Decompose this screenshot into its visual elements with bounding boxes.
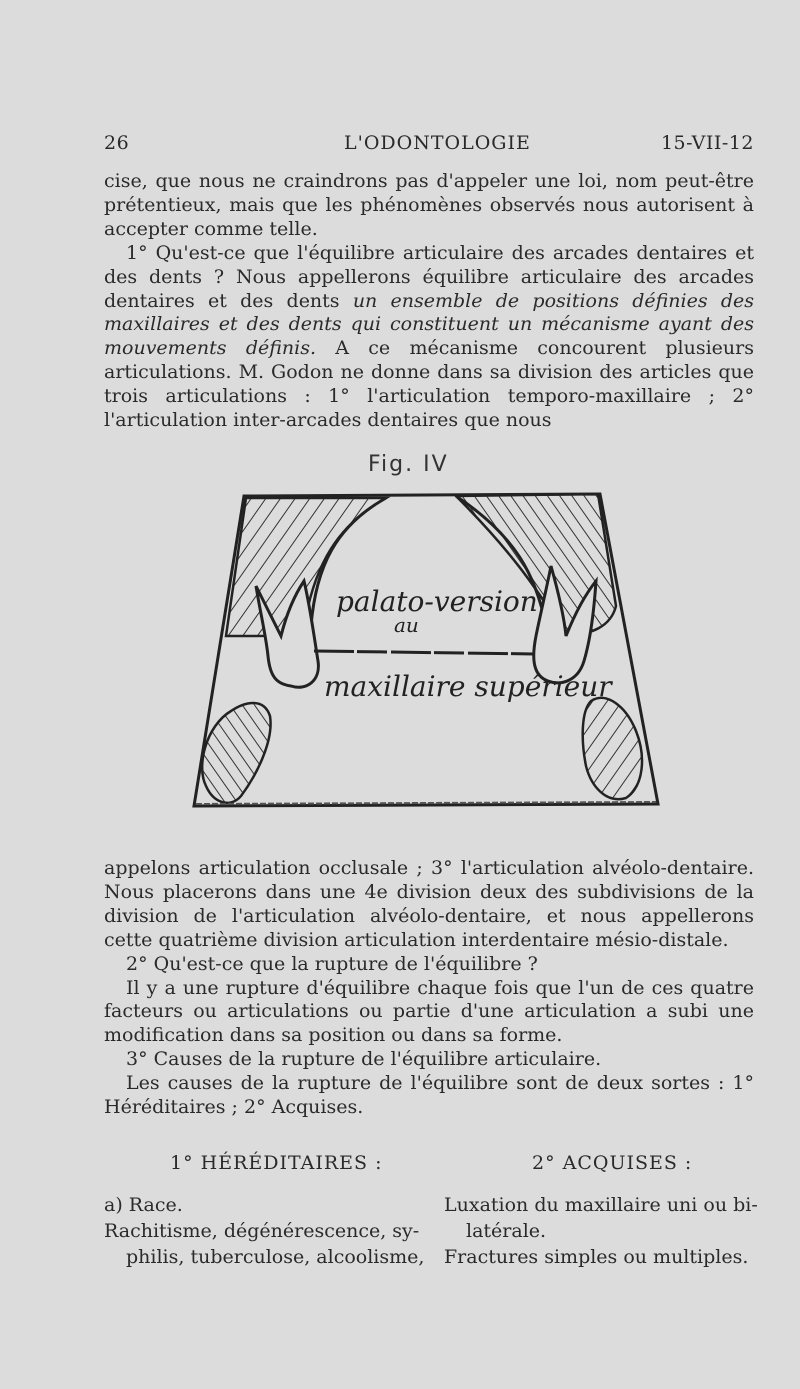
list-item: Luxation du maxillaire uni ou bi-: [444, 1194, 758, 1216]
column-heading: 1° HÉRÉDITAIRES :: [170, 1152, 383, 1174]
dental-figure: [186, 486, 666, 816]
column-heading: 2° ACQUISES :: [532, 1152, 693, 1174]
figure-title: Fig. IV: [368, 452, 449, 477]
paragraph: Il y a une rupture d'équilibre chaque fois que l'un de ces quatre facteurs ou articulations ou partie d'une articulation a subi une modification dans sa position ou dans sa forme.: [104, 976, 754, 1047]
issue-date: 15-VII-12: [660, 132, 754, 154]
list-item: a) Race.: [104, 1194, 183, 1216]
annotation-line-3: maxillaire supérieur: [324, 670, 612, 703]
paragraph: appelons articulation occlusale ; 3° l'articulation alvéolo-dentaire. Nous placerons dans une 4e division deux des subdivisions de la division de l'articulation alvéolo-dentaire, et nous appellerons cette quatrième division articulation interdentaire mésio-distale.: [104, 857, 754, 951]
hereditary-column: [104, 1150, 434, 1270]
list-item: Fractures simples ou multiples.: [444, 1246, 749, 1268]
paragraph: 3° Causes de la rupture de l'équilibre articulaire.: [126, 1048, 602, 1071]
running-header: [104, 132, 754, 156]
list-item: Rachitisme, dégénérescence, sy-: [104, 1220, 420, 1242]
paragraph: cise, que nous ne craindrons pas d'appeler une loi, nom peut-être prétentieux, mais que les phénomènes observés nous autorisent à accepter comme telle.: [104, 170, 754, 240]
page-number: 26: [104, 132, 130, 154]
annotation-line-2: au: [394, 613, 419, 637]
acquired-column: [444, 1150, 758, 1270]
paragraph: Les causes de la rupture de l'équilibre sont de deux sortes : 1° Héréditaires ; 2° Acquises.: [104, 1072, 754, 1119]
body-text-bottom: [104, 857, 754, 1120]
paragraph-definition: 1° Qu'est-ce que l'équilibre articulaire des arcades dentaires et des dents ? Nous appellerons équilibre articulaire des arcades dentaires et des dents un ensemble de positions définies des maxillaires et des dents qui constituent un mécanisme ayant des mouvements définis. A ce mécanisme concourent plusieurs articulations. M. Godon ne donne dans sa division des articles que trois articulations : 1° l'articulation temporo-maxillaire ; 2° l'articulation inter-arcades dentaires que nous: [104, 241, 755, 432]
definition-italic: un ensemble de positions définies des maxillaires et des dents qui constituent un mécanisme ayant des mouvements définis.: [104, 289, 755, 360]
list-item: latérale.: [466, 1220, 547, 1242]
annotation-line-1: palato-version: [336, 585, 538, 618]
running-title: L'ODONTOLOGIE: [344, 132, 531, 154]
body-text-top: [104, 170, 754, 433]
paragraph: 2° Qu'est-ce que la rupture de l'équilibre ?: [126, 952, 538, 975]
list-item: philis, tuberculose, alcoolisme,: [126, 1246, 425, 1268]
